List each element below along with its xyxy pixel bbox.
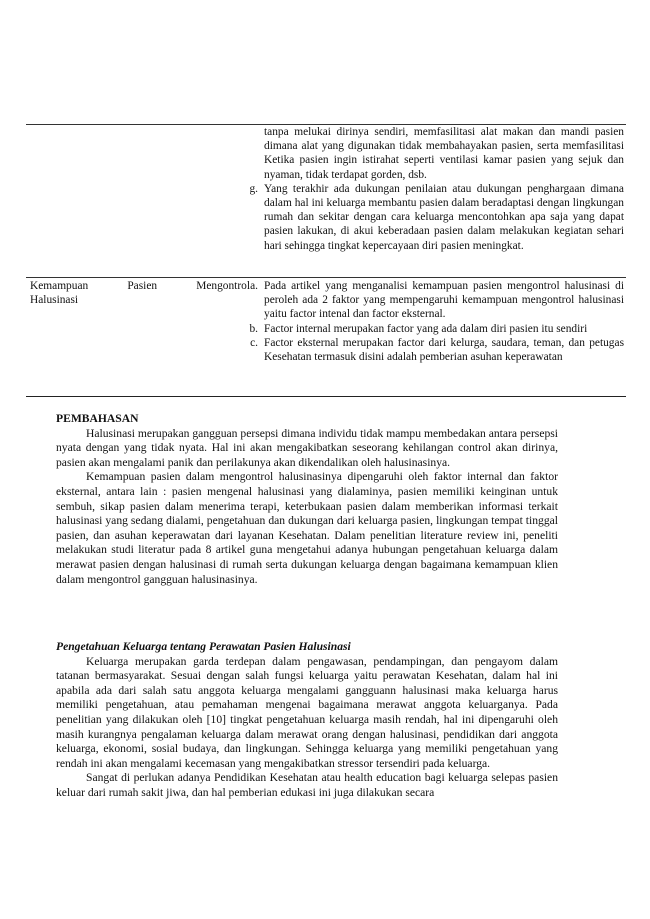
list-item — [244, 322, 624, 336]
row-label-word: Kemampuan — [30, 280, 89, 292]
table-row-divider — [26, 277, 626, 278]
list-item — [244, 125, 624, 182]
row-label-word: Pasien — [127, 280, 158, 292]
paragraph: Sangat di perlukan adanya Pendidikan Kesehatan atau health education bagi keluarga selepas pasien keluar dari rumah sakit jiwa, dan hal pemberian edukasi ini juga dilakukan secara — [56, 771, 558, 799]
list-marker: c. — [250, 336, 258, 349]
row-label-line2: Halusinasi — [30, 294, 79, 307]
row-label-word: Mengontrol — [196, 280, 250, 292]
subsection-heading: Pengetahuan Keluarga tentang Perawatan Pasien Halusinasi — [56, 640, 351, 653]
list-marker: b. — [249, 322, 258, 335]
paragraph: Kemampuan pasien dalam mengontrol halusinasinya dipengaruhi oleh faktor internal dan faktor eksternal, antara lain : pasien mengenal halusinasi yang dialaminya, pasien memiliki keinginan untuk sembuh, sikap pasien dalam menerima terapi, keterbukaan pasien dalam memberikan informasi terkait halusinasi yang sedang dialami, pengetahuan dan dukungan dari keluarga pasien, lingkungan tempat tinggal pasien, dan asuhan keperawatan dari layanan Kesehatan. Dalam penelitian literature review ini, peneliti melakukan studi literatur pada 8 artikel guna mengetahui adanya hubungan pengetahuan keluarga dalam merawat pasien dengan halusinasi di rumah serta dukungan keluarga dengan bagaimana kemampuan klien dalam mengontrol gangguan halusinasinya. — [56, 470, 558, 586]
list-marker — [244, 125, 264, 182]
list-item — [244, 279, 624, 322]
table-bottom-rule — [26, 396, 626, 397]
list-item-text: Factor eksternal merupakan factor dari kelurga, saudara, teman, dan petugas Kesehatan termasuk disini adalah pemberian asuhan keperawatan — [264, 336, 624, 364]
list-item-text: Factor internal merupakan factor yang ada dalam diri pasien itu sendiri — [264, 322, 588, 335]
paragraph: Halusinasi merupakan gangguan persepsi dimana individu tidak mampu membedakan antara persepsi nyata dengan yang tidak nyata. Hal ini akan mengakibatkan seseorang kehilangan control akan dirinya, pasien akan mengalami panik dan perilakunya akan dikendalikan oleh halusinasinya. — [56, 426, 558, 469]
list-item — [244, 182, 624, 253]
list-marker: a. — [250, 280, 258, 292]
table-row-continued-content — [244, 125, 624, 253]
family-knowledge-subsection — [56, 640, 558, 801]
list-item-text: tanpa melukai dirinya sendiri, memfasilitasi alat makan dan mandi pasien dimana alat yang digunakan tidak membahayakan pasien, serta memfasilitasi Ketika pasien ingin istirahat seperti ventilasi kamar pasien yang sejuk dan nyaman, tidak terdapat gorden, dsb. — [264, 126, 624, 181]
list-marker: g. — [249, 182, 258, 195]
table-row-content — [244, 279, 624, 364]
paragraph: Keluarga merupakan garda terdepan dalam pengawasan, pendampingan, dan pengayom dalam tatanan bermasyarakat. Sesuai dengan salah fungsi keluarga yaitu perawatan Kesehatan, dalam hal ini apabila ada dari salah satu anggota keluarga mengalami gangguann halusinasi maka keluarga harus memiliki pengetahuan, atau pemahaman mengenai bagaimana merawat anggota keluarganya. Pada penelitian yang dilakukan oleh [10] tingkat pengetahuan keluarga masih rendah, hal ini dipengaruhi oleh masih kurangnya pengalaman keluarga dalam merawat orang dengan halusinasi, pendidikan dari anggota keluarga, ekonomi, sosial budaya, dan lingkungan. Sehingga keluarga yang memiliki pengetahuan yang rendah ini akan mengalami kecemasan yang mengakibatkan stressor tersendiri pada keluarga. — [56, 654, 558, 770]
list-item-text: Yang terakhir ada dukungan penilaian atau dukungan penghargaan dimana dalam hal ini keluarga membantu pasien dalam beradaptasi dengan lingkungan rumah dan sekitar dengan cara keluarga mencontohkan apa saja yang dapat pasien lakukan, di akui keberadaan pasien dalam melakukan kegiatan sehari hari sehingga tingkat kepercayaan diri pasien meningkat. — [264, 182, 624, 252]
table-row-label — [30, 279, 250, 307]
section-heading: PEMBAHASAN — [56, 412, 139, 425]
list-item-text: Pada artikel yang menganalisi kemampuan pasien mengontrol halusinasi di peroleh ada 2 faktor yang mempengaruhi kemampuan mengontrol halusinasi yaitu factor intenal dan factor eksternal. — [264, 280, 624, 321]
list-item — [244, 336, 624, 364]
discussion-section — [56, 412, 558, 587]
